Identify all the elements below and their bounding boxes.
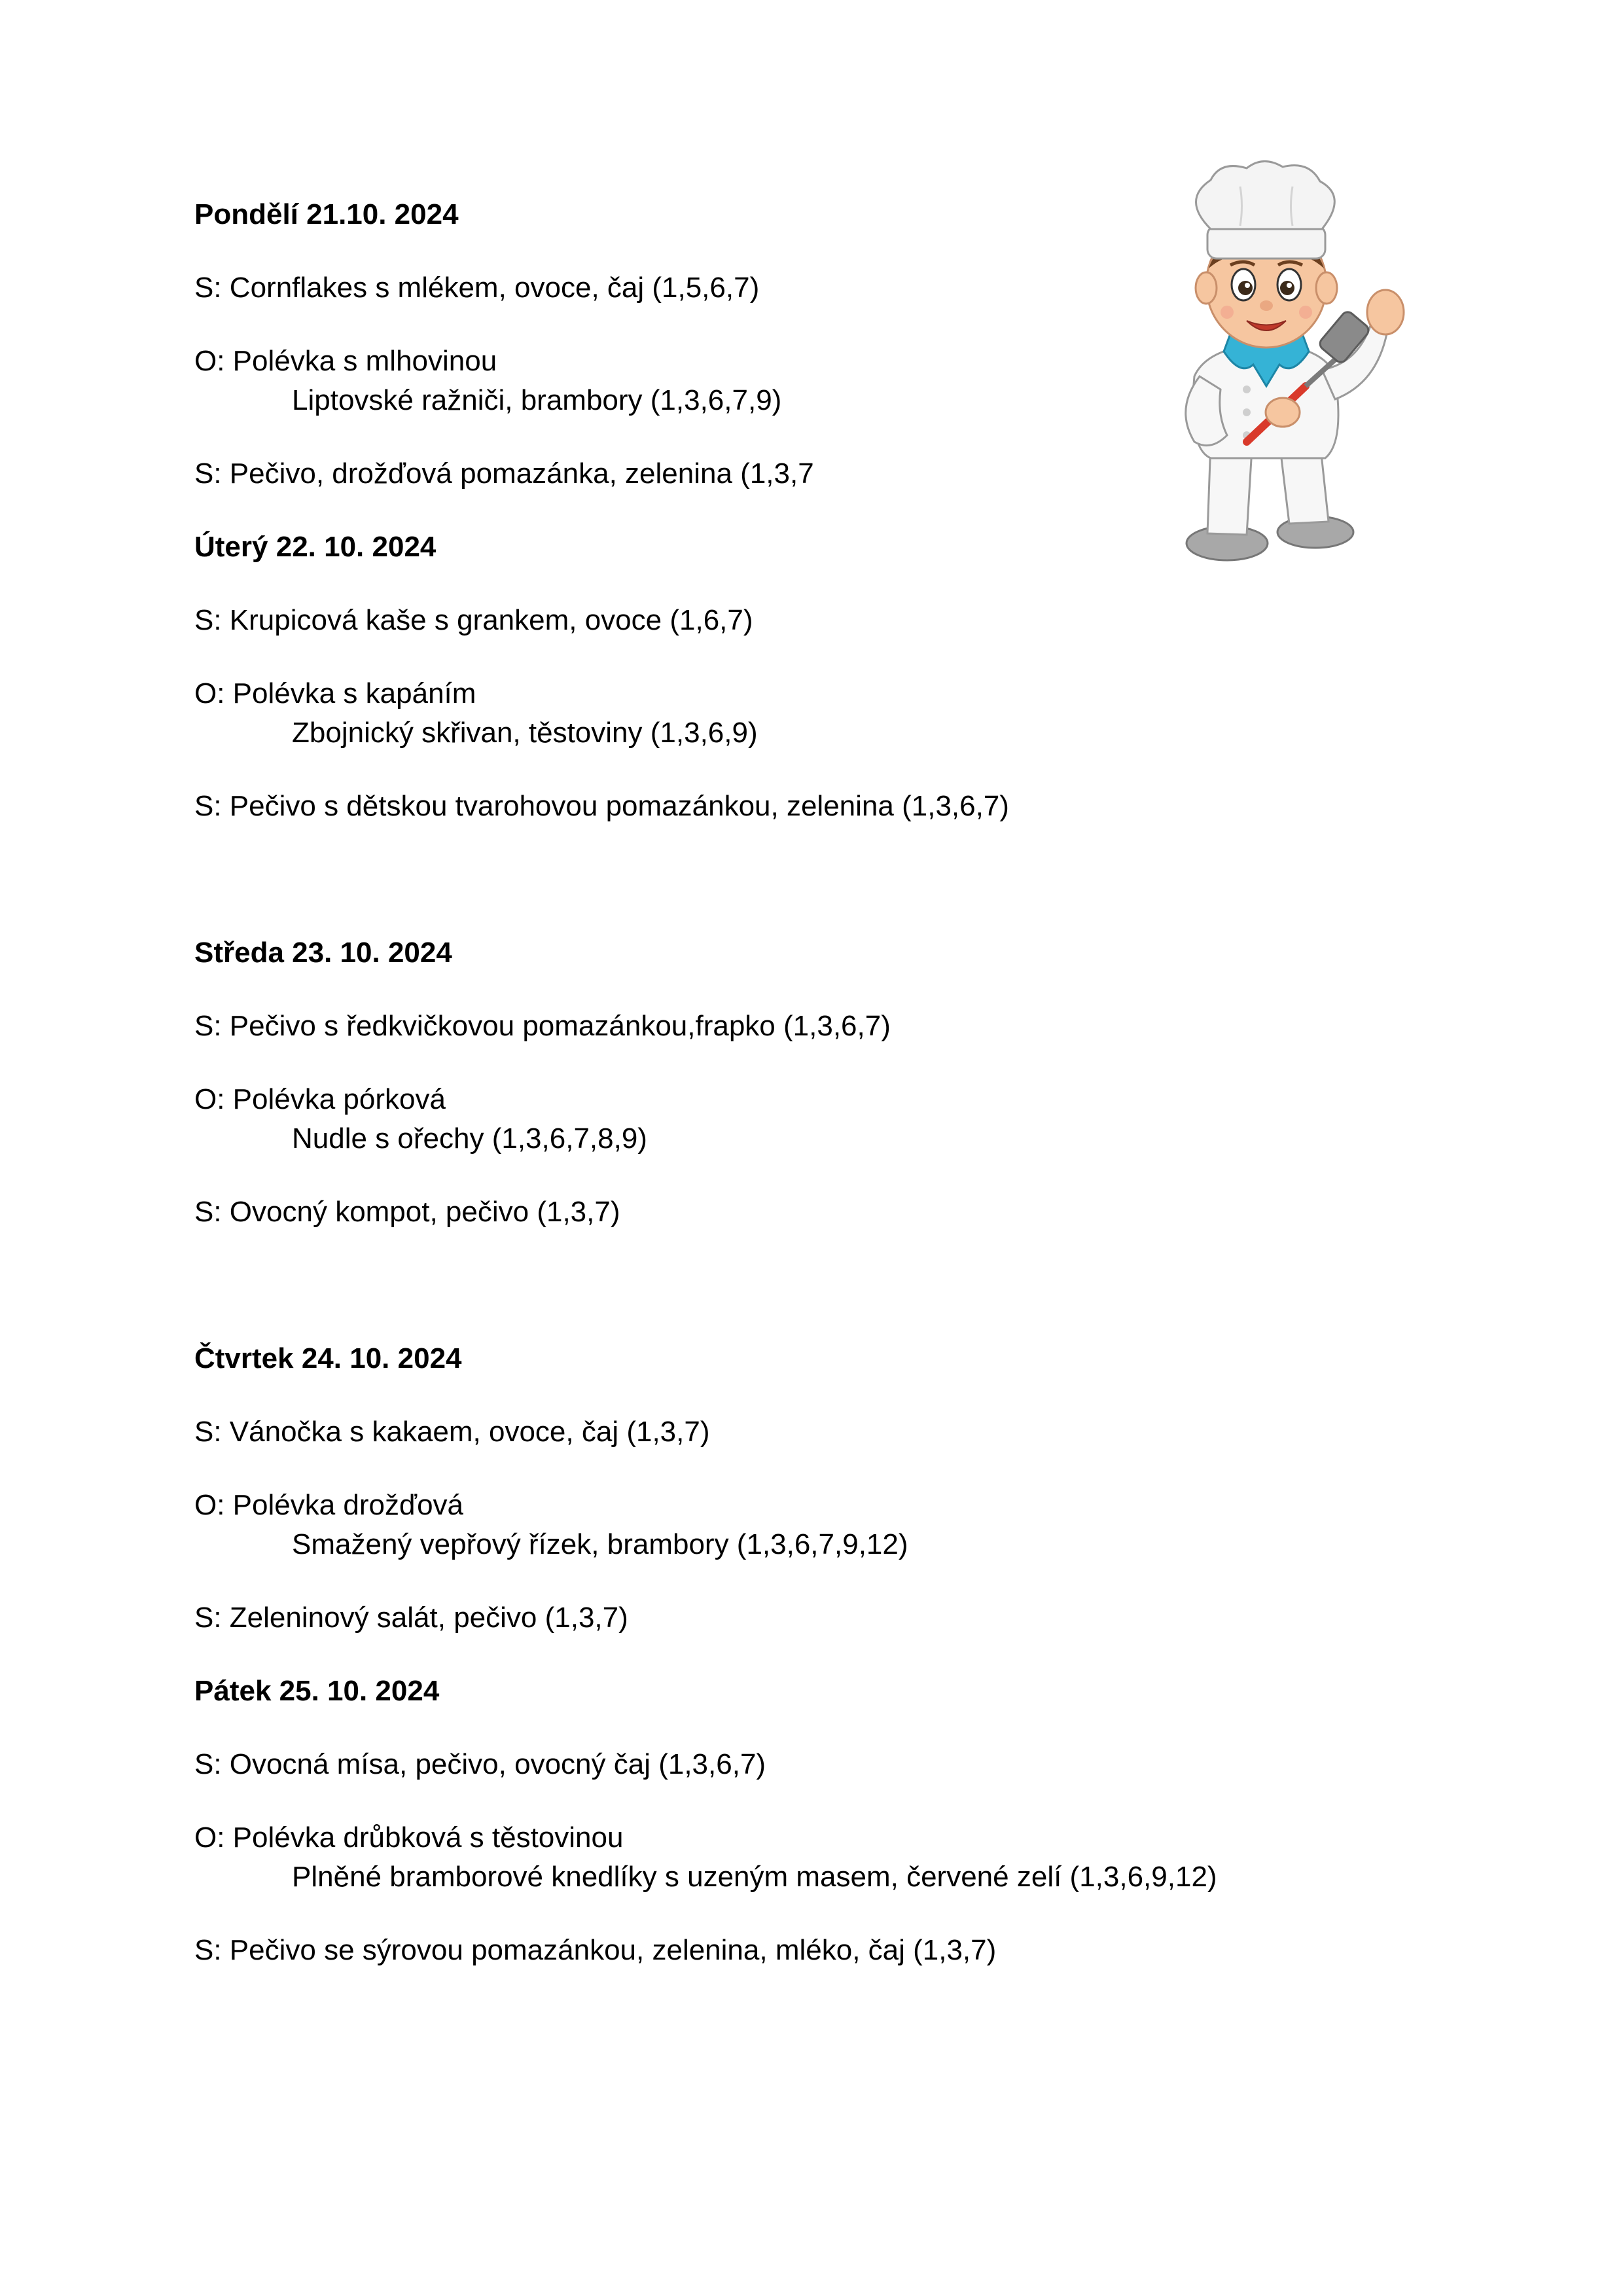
day-heading-tuesday: Úterý 22. 10. 2024 bbox=[194, 531, 437, 563]
wednesday-lunch-soup: O: Polévka pórková bbox=[194, 1083, 446, 1115]
thursday-lunch-soup: O: Polévka drožďová bbox=[194, 1489, 464, 1521]
monday-lunch-soup: O: Polévka s mlhovinou bbox=[194, 345, 497, 377]
thursday-afternoon-snack: S: Zeleninový salát, pečivo (1,3,7) bbox=[194, 1602, 628, 1634]
wednesday-morning-snack: S: Pečivo s ředkvičkovou pomazánkou,frapko (1,3,6,7) bbox=[194, 1010, 891, 1042]
day-heading-wednesday: Středa 23. 10. 2024 bbox=[194, 937, 452, 969]
chef-hat bbox=[1196, 161, 1335, 229]
chef-hand-holding bbox=[1266, 398, 1300, 427]
tuesday-afternoon-snack: S: Pečivo s dětskou tvarohovou pomazánkou, zelenina (1,3,6,7) bbox=[194, 790, 1009, 822]
monday-morning-snack: S: Cornflakes s mlékem, ovoce, čaj (1,5,6,7) bbox=[194, 272, 760, 304]
chef-hat-band bbox=[1207, 226, 1325, 259]
friday-lunch-soup: O: Polévka drůbková s těstovinou bbox=[194, 1821, 624, 1854]
thursday-lunch-main: Smažený vepřový řízek, brambory (1,3,6,7,9,12) bbox=[292, 1528, 908, 1560]
monday-lunch-main: Liptovské ražniči, brambory (1,3,6,7,9) bbox=[292, 384, 782, 416]
day-heading-thursday: Čtvrtek 24. 10. 2024 bbox=[194, 1342, 462, 1374]
thursday-morning-snack: S: Vánočka s kakaem, ovoce, čaj (1,3,7) bbox=[194, 1416, 710, 1448]
wednesday-lunch-main: Nudle s ořechy (1,3,6,7,8,9) bbox=[292, 1122, 647, 1155]
wednesday-afternoon-snack: S: Ovocný kompot, pečivo (1,3,7) bbox=[194, 1196, 620, 1228]
friday-afternoon-snack: S: Pečivo se sýrovou pomazánkou, zelenina, mléko, čaj (1,3,7) bbox=[194, 1934, 997, 1966]
day-heading-friday: Pátek 25. 10. 2024 bbox=[194, 1675, 440, 1707]
day-heading-monday: Pondělí 21.10. 2024 bbox=[194, 198, 459, 230]
friday-lunch-main: Plněné bramborové knedlíky s uzeným masem, červené zelí (1,3,6,9,12) bbox=[292, 1861, 1217, 1893]
monday-afternoon-snack: S: Pečivo, drožďová pomazánka, zelenina (1,3,7 bbox=[194, 457, 814, 490]
chef-icon bbox=[1149, 160, 1423, 566]
friday-morning-snack: S: Ovocná mísa, pečivo, ovocný čaj (1,3,6,7) bbox=[194, 1748, 766, 1780]
chef-hand-waving bbox=[1367, 290, 1404, 334]
tuesday-lunch-soup: O: Polévka s kapáním bbox=[194, 677, 476, 709]
tuesday-morning-snack: S: Krupicová kaše s grankem, ovoce (1,6,7) bbox=[194, 604, 753, 636]
tuesday-lunch-main: Zbojnický skřivan, těstoviny (1,3,6,9) bbox=[292, 717, 758, 749]
